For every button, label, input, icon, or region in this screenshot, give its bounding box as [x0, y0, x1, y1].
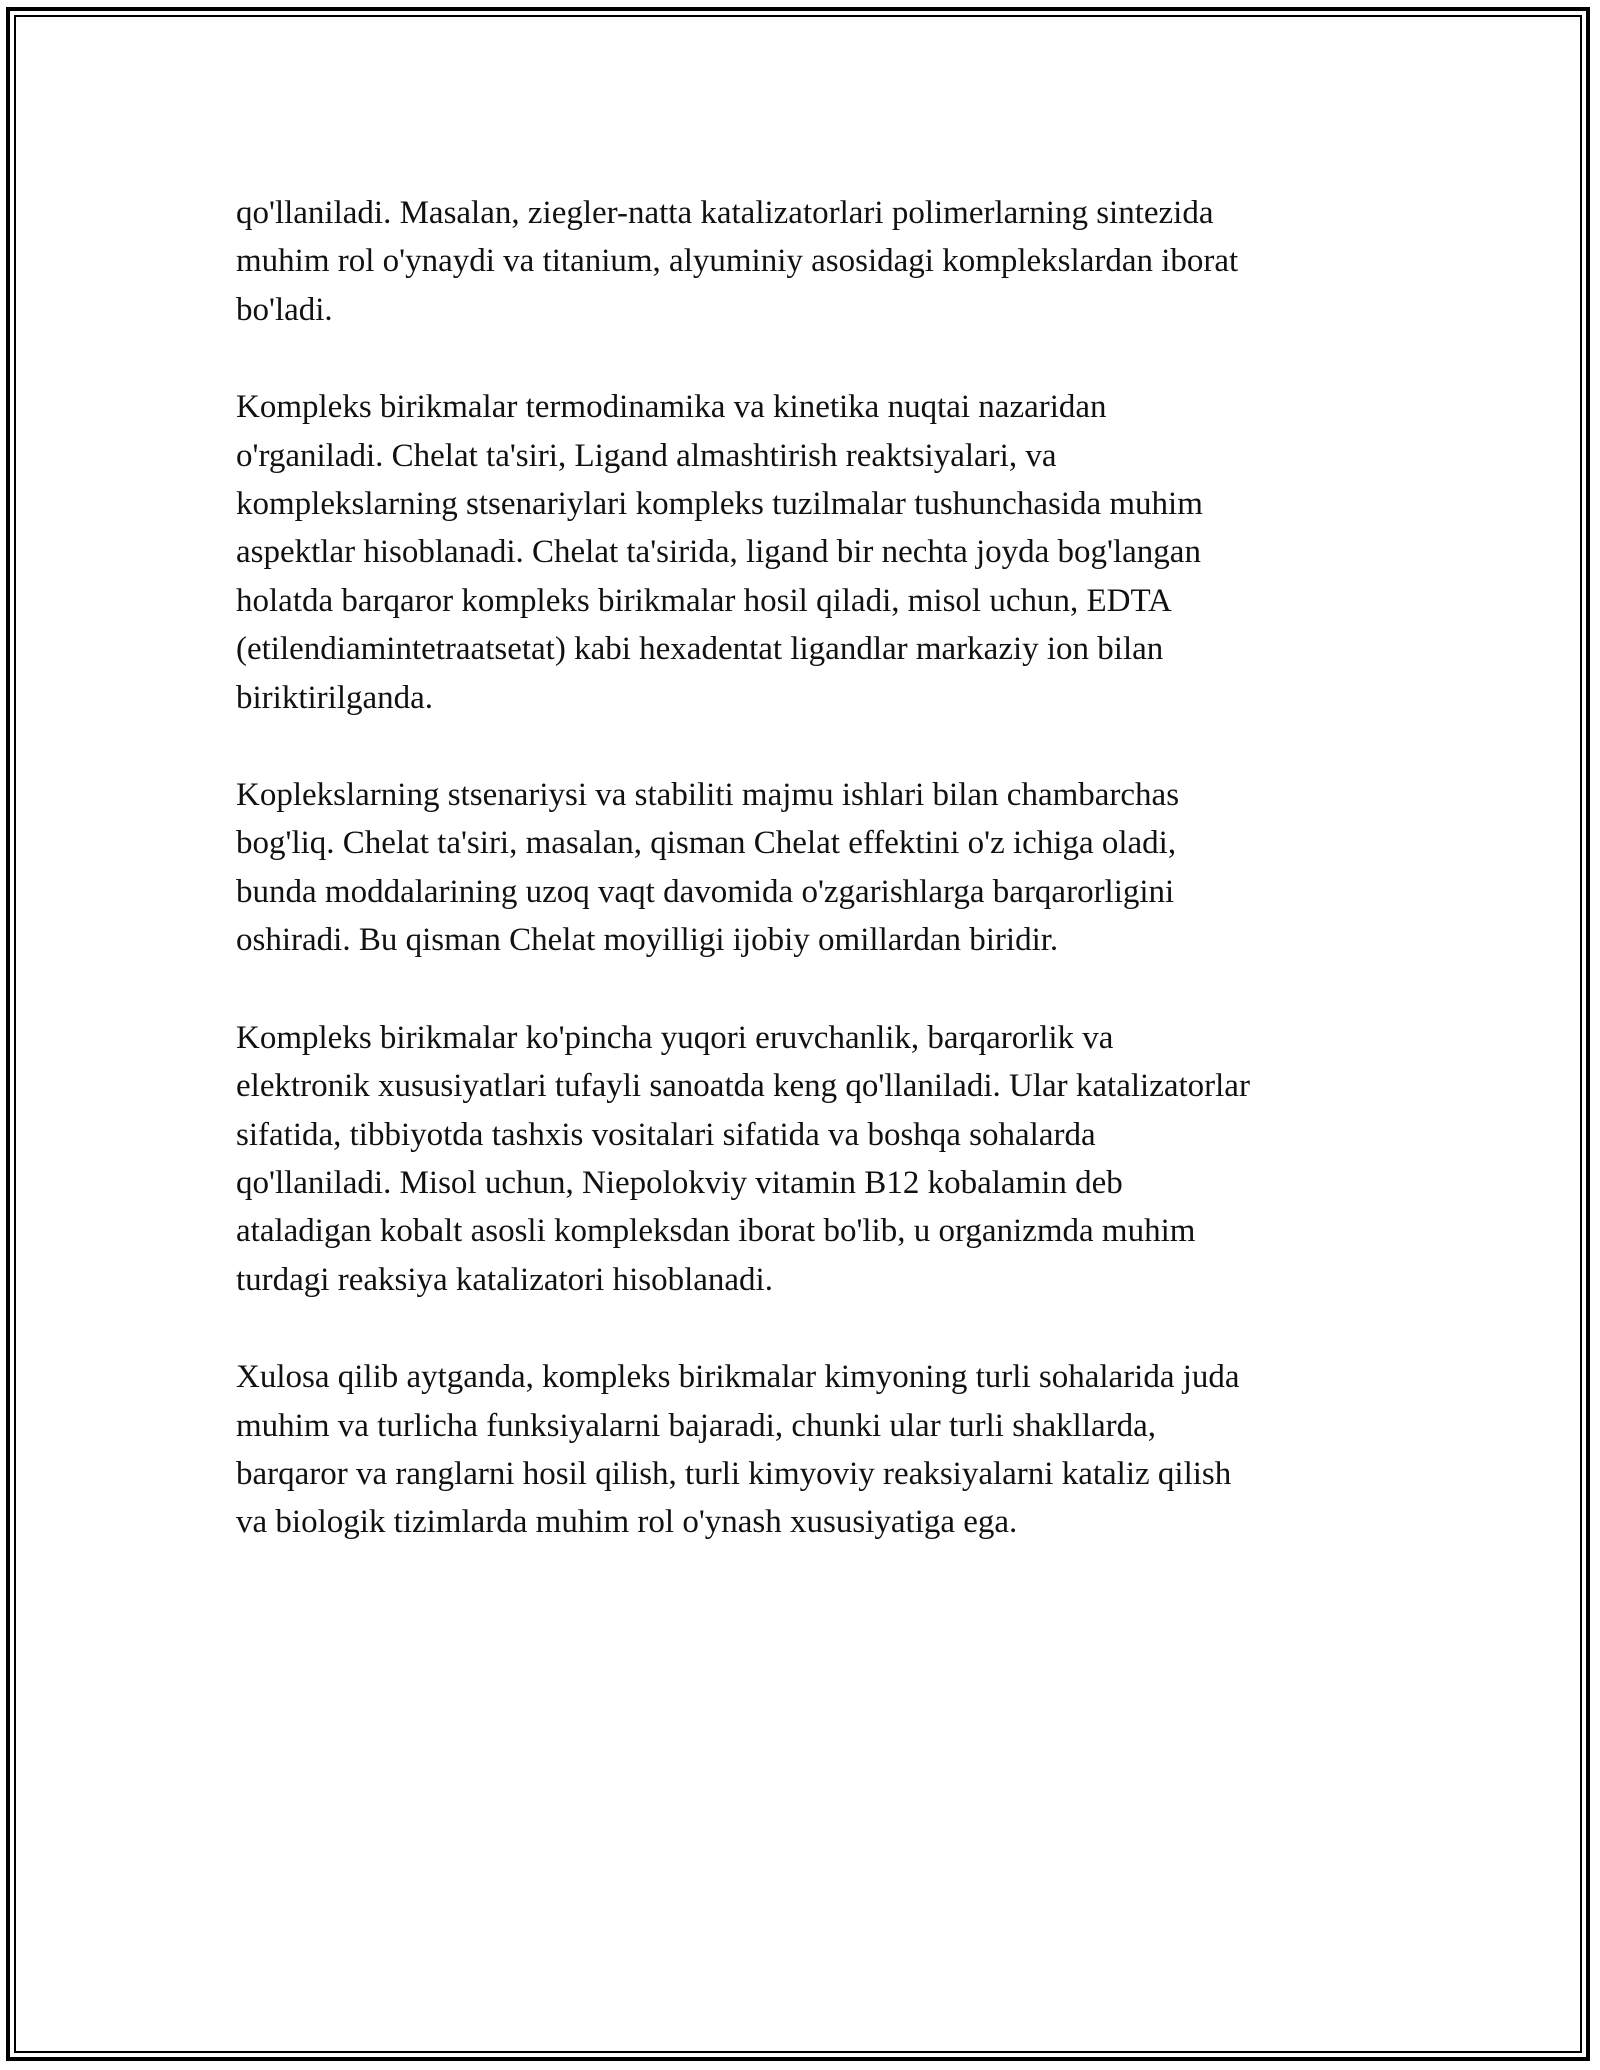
text-line: bog'liq. Chelat ta'siri, masalan, qisman Chelat effektini o'z ichiga oladi,: [236, 825, 1177, 862]
text-line: bunda moddalarining uzoq vaqt davomida o'zgarishlarga barqarorligini: [236, 873, 1175, 910]
text-line: Kompleks birikmalar ko'pincha yuqori eruvchanlik, barqarorlik va: [236, 1019, 1114, 1056]
text-line: aspektlar hisoblanadi. Chelat ta'sirida, ligand bir nechta joyda bog'langan: [236, 534, 1201, 571]
paragraph-3: [236, 771, 1366, 965]
text-line: muhim va turlicha funksiyalarni bajaradi, chunki ular turli shakllarda,: [236, 1407, 1157, 1444]
text-line: Kompleks birikmalar termodinamika va kinetika nuqtai nazaridan: [236, 389, 1107, 426]
text-line: muhim rol o'ynaydi va titanium, alyuminiy asosidagi komplekslardan iborat: [236, 243, 1239, 280]
text-line: ataladigan kobalt asosli kompleksdan iborat bo'lib, u organizmda muhim: [236, 1213, 1196, 1250]
text-line: holatda barqaror kompleks birikmalar hosil qiladi, misol uchun, EDTA: [236, 582, 1172, 619]
text-line: komplekslarning stsenariylari kompleks tuzilmalar tushunchasida muhim: [236, 486, 1203, 523]
text-line: oshiradi. Bu qisman Chelat moyilligi ijobiy omillardan biridir.: [236, 922, 1059, 959]
text-line: Xulosa qilib aytganda, kompleks birikmalar kimyoning turli sohalarida juda: [236, 1359, 1240, 1396]
text-line: (etilendiamintetraatsetat) kabi hexadentat ligandlar markaziy ion bilan: [236, 631, 1164, 668]
text-line: bo'ladi.: [236, 291, 333, 328]
document-body: [236, 189, 1366, 1596]
paragraph-5: [236, 1353, 1366, 1547]
paragraph-4: [236, 1014, 1366, 1304]
paragraph-2: [236, 383, 1366, 722]
text-line: sifatida, tibbiyotda tashxis vositalari sifatida va boshqa sohalarda: [236, 1116, 1096, 1153]
text-line: va biologik tizimlarda muhim rol o'ynash xususiyatiga ega.: [236, 1504, 1018, 1541]
text-line: qo'llaniladi. Masalan, ziegler-natta katalizatorlari polimerlarning sintezida: [236, 195, 1214, 231]
text-line: qo'llaniladi. Misol uchun, Niepolokviy vitamin B12 kobalamin deb: [236, 1164, 1123, 1201]
text-line: Koplekslarning stsenariysi va stabiliti majmu ishlari bilan chambarchas: [236, 777, 1180, 814]
text-line: barqaror va ranglarni hosil qilish, turli kimyoviy reaksiyalarni kataliz qilish: [236, 1455, 1232, 1492]
text-line: o'rganiladi. Chelat ta'siri, Ligand almashtirish reaktsiyalari, va: [236, 437, 1057, 474]
text-line: turdagi reaksiya katalizatori hisoblanadi.: [236, 1261, 773, 1298]
paragraph-1: [236, 189, 1366, 334]
text-line: biriktirilganda.: [236, 679, 434, 716]
text-line: elektronik xususiyatlari tufayli sanoatda keng qo'llaniladi. Ular katalizatorlar: [236, 1068, 1250, 1105]
